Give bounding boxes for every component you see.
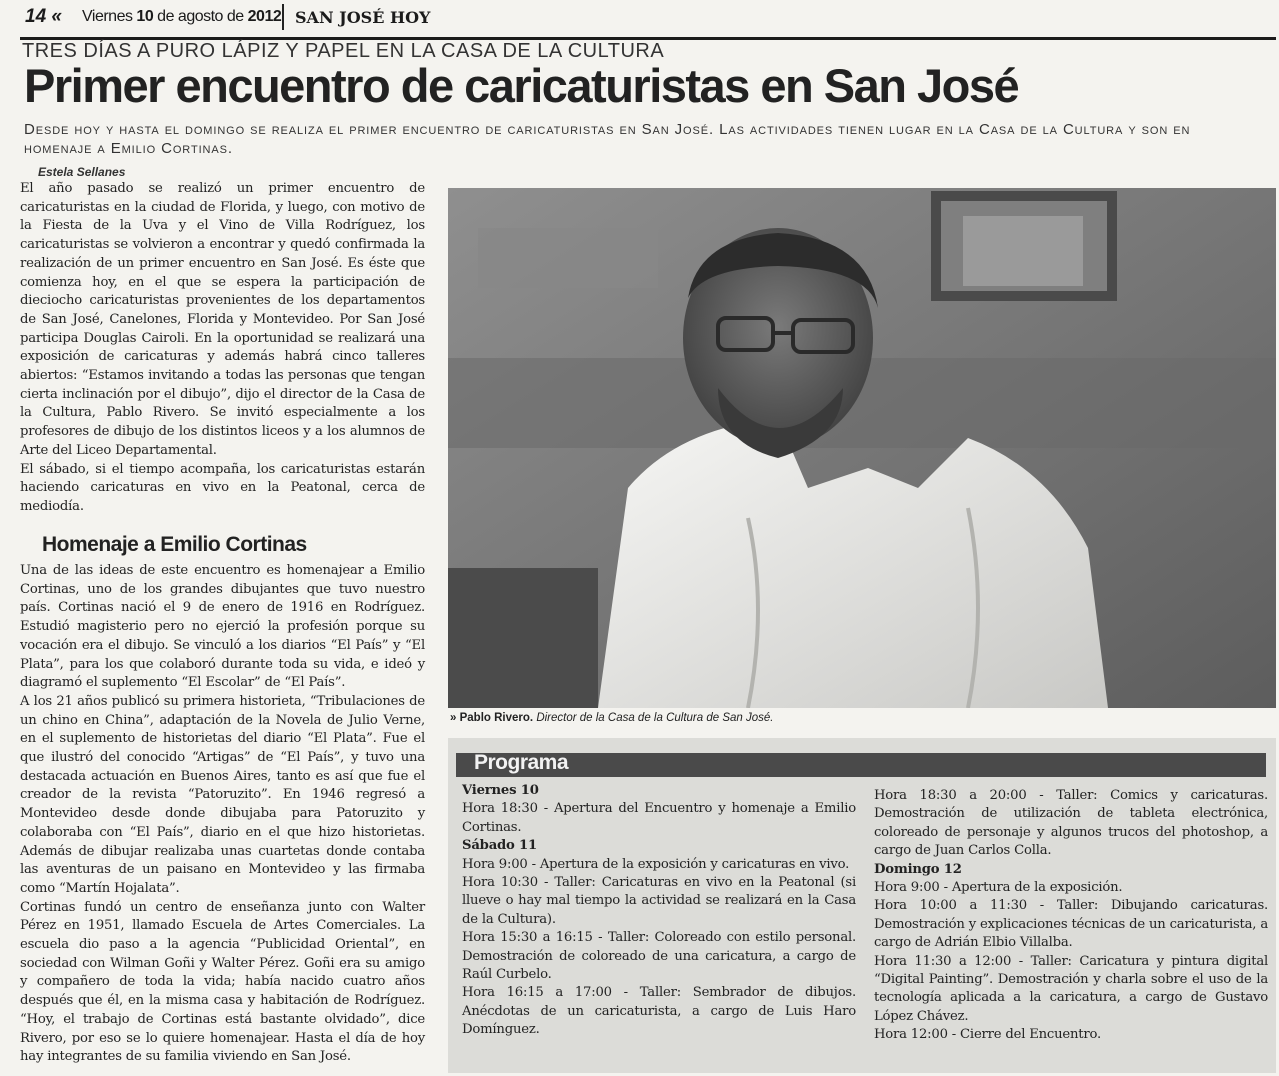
programa-left-column [462,782,856,1040]
body-paragraph: Cortinas fundó un centro de enseñanza junto con Walter Pérez en 1951, llamado Escuela de Artes Comerciales. La escuela dio paso a la agencia “Publicidad Oriental”, en sociedad con Wilman Goñi y Walter Pérez. Goñi era su amigo y compañero de toda la vida; había nacido cuatro años después que él, en la misma casa y habitación de Rodríguez. “Hoy, el trabajo de Cortinas está bastante olvidado”, dice Rivero, por eso se lo quiere homenajear. Hasta el día de hoy hay integrantes de su familia viviendo en San José. [20,899,425,1065]
schedule-day: Sábado 11 [462,838,537,854]
programa-header-bar [456,753,1266,777]
issue-date: Viernes 10 de agosto de 2012 [82,8,282,25]
header-divider [282,4,284,30]
schedule-event: Hora 15:30 a 16:15 - Taller: Coloreado con estilo personal. Demostración de coloreado de una caricatura, a cargo de Raúl Curbelo. [462,930,856,983]
body-paragraph: El año pasado se realizó un primer encuentro de caricaturistas en la ciudad de Florida, y luego, con motivo de la Fiesta de la Uva y el Vino de Villa Rodríguez, los caricaturistas se volvieron a encontrar y quedó confirmada la realización de un primer encuentro en San José. Es éste que comienza hoy, en el que se espera la participación de dieciocho caricaturistas provenientes de los departamentos de San José, Canelones, Florida y Montevideo. Por San José participa Douglas Cairoli. En la oportunidad se realizará una exposición de caricaturas y además habrá cinco talleres abiertos: “Estamos invitando a todas las personas que tengan cierta inclinación por el dibujo”, dijo el director de la Casa de la Cultura, Pablo Rivero. Se invitó especialmente a los profesores de dibujo de los distintos liceos y a los alumnos de Arte del Liceo Departamental. [20,181,425,458]
schedule-event: Hora 11:30 a 12:00 - Taller: Caricatura y pintura digital “Digital Painting”. Demostración y charla sobre el uso de la tecnología aplicada a la caricatura, a cargo de Gustavo López Chávez. [874,953,1268,1024]
photo-caption: » Pablo Rivero. Director de la Casa de la Cultura de San José. [450,712,774,724]
article-body-bottom [20,562,425,1067]
schedule-event: Hora 12:00 - Cierre del Encuentro. [874,1027,1102,1043]
schedule-event: Hora 10:30 - Taller: Caricaturas en vivo en la Peatonal (si llueve o hay mal tiempo la actividad se realizará en la Casa de la Cultura). [462,875,856,927]
section-subhead: Homenaje a Emilio Cortinas [42,533,307,556]
body-paragraph: Una de las ideas de este encuentro es homenajear a Emilio Cortinas, uno de los grandes dibujantes que tuvo nuestro país. Cortinas nació el 9 de enero de 1916 en Rodríguez. Estudió magisterio pero no ejerció la profesión porque su vocación era el dibujo. Se vinculó a los diarios “El País” y “El Plata”, para los que colaboró durante toda su vida, e ideó y diagramó el suplemento “El Escolar” de “El País”. [20,563,425,691]
article-byline: Estela Sellanes [38,165,126,179]
article-deck: Desde hoy y hasta el domingo se realiza el primer encuentro de caricaturistas en San José. Las actividades tienen lugar en la Casa de la Cultura y son en homenaje a Emilio Cortinas. [24,121,1191,157]
schedule-event: Hora 16:15 a 17:00 - Taller: Sembrador de dibujos. Anécdotas de un caricaturista, a cargo de Luis Haro Domínguez. [462,985,856,1038]
page-header [20,4,1276,32]
page-number: 14 « [25,6,62,27]
programa-right-column [874,787,1268,1045]
programa-title: Programa [474,751,569,774]
article-headline: Primer encuentro de caricaturistas en San José [24,59,1019,112]
portrait-photo-illustration [448,188,1276,708]
body-paragraph: El sábado, si el tiempo acompaña, los caricaturistas estarán haciendo caricaturas en vivo en la Peatonal, cerca de mediodía. [20,461,425,514]
schedule-event: Hora 18:30 - Apertura del Encuentro y homenaje a Emilio Cortinas. [462,801,856,835]
schedule-event: Hora 10:00 a 11:30 - Taller: Dibujando caricaturas. Demostración y explicaciones técnicas de un caricaturista, a cargo de Adrián Elbio Villalba. [874,898,1268,951]
article-photo [448,188,1276,708]
programa-box [448,738,1276,1073]
schedule-event: Hora 9:00 - Apertura de la exposición. [874,880,1123,896]
article-body-top [20,180,425,517]
schedule-day: Domingo 12 [874,861,962,877]
schedule-event: Hora 18:30 a 20:00 - Taller: Comics y caricaturas. Demostración de utilización de tableta electrónica, coloreado de personaje y algunos trucos del photoshop, a cargo de Juan Carlos Colla. [874,788,1268,859]
article-kicker: TRES DÍAS A PURO LÁPIZ Y PAPEL EN LA CASA DE LA CULTURA [22,40,665,62]
newspaper-name: SAN JOSÉ HOY [295,8,431,27]
schedule-day: Viernes 10 [462,783,539,798]
body-paragraph: A los 21 años publicó su primera historieta, “Tribulaciones de un chino en China”, adaptación de la Novela de Julio Verne, en el suplemento de historietas del diario “El Plata”. Fue el que ilustró del conocido “Artigas” de “El País”, y tuvo una destacada actuación en Buenos Aires, tanto es así que fue el creador de la revista “Patoruzito”. En 1946 regresó a Montevideo desde donde dibujaba para Patoruzito y colaboraba con “El País”, diario en el que hizo historietas. Además de dibujar realizaba unas cuartetas donde contaba las aventuras de un paisano en Montevideo y las firmaba como “Martín Hojalata”. [20,693,425,896]
schedule-event: Hora 9:00 - Apertura de la exposición y caricaturas en vivo. [462,856,850,872]
